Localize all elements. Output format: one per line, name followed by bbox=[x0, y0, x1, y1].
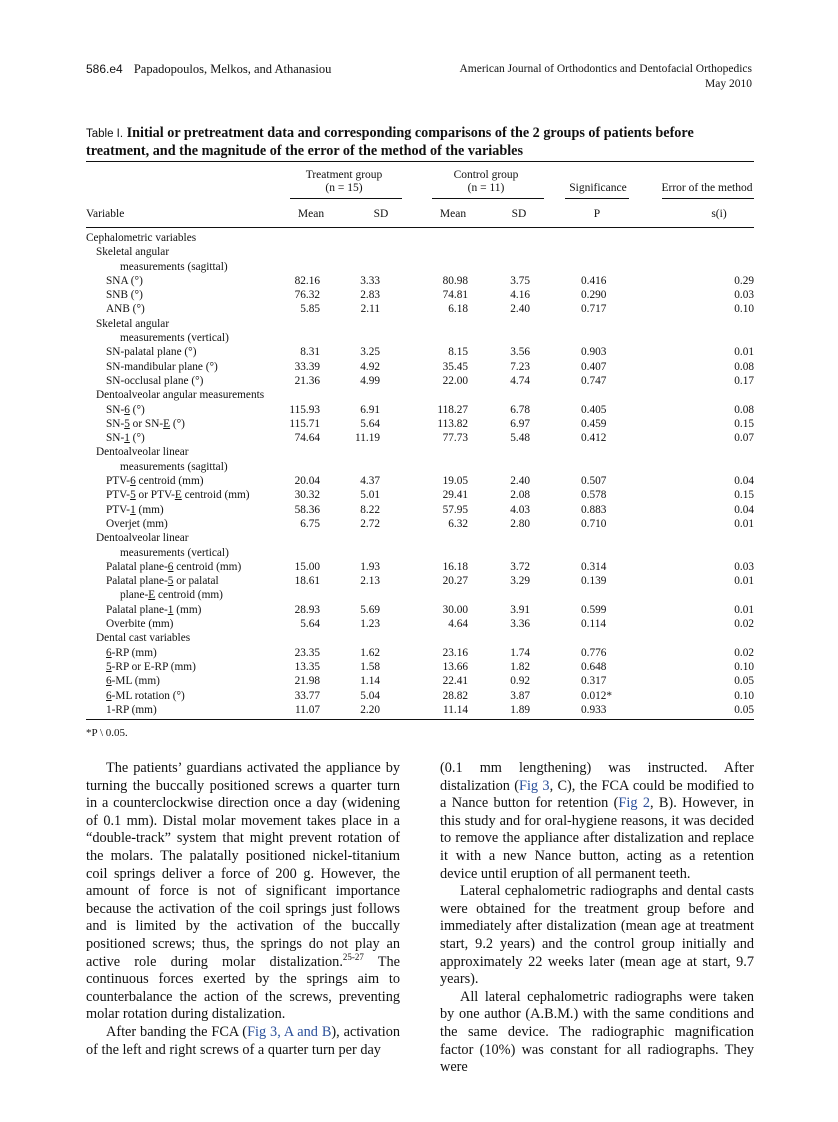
p-value-cell: 0.290 bbox=[581, 289, 607, 302]
row-label: Dentoalveolar angular measurements bbox=[96, 389, 265, 402]
paragraph: After banding the FCA (Fig 3, A and B), activation of the left and right screws of a quarter turn per day bbox=[86, 1023, 400, 1058]
control-mean-cell: 19.05 bbox=[442, 475, 468, 488]
p-value-cell: 0.648 bbox=[581, 660, 607, 673]
error-si-cell: 0.15 bbox=[734, 489, 754, 502]
control-mean-cell: 22.41 bbox=[442, 675, 468, 688]
treatment-mean-cell: 115.71 bbox=[289, 417, 320, 430]
body-column-left bbox=[86, 760, 400, 1059]
error-si-cell: 0.01 bbox=[734, 575, 754, 588]
table-row bbox=[86, 517, 754, 531]
p-value-cell: 0.776 bbox=[581, 646, 607, 659]
row-label: PTV-6 centroid (mm) bbox=[106, 475, 204, 488]
control-sd-cell: 2.80 bbox=[510, 517, 530, 530]
row-label: 6-ML (mm) bbox=[106, 675, 160, 688]
table-row bbox=[86, 388, 754, 402]
page-number: 586.e4 bbox=[86, 62, 123, 76]
p-header: P bbox=[593, 208, 601, 220]
row-label: measurements (sagittal) bbox=[120, 460, 228, 473]
control-sd-cell: 4.16 bbox=[510, 289, 530, 302]
row-label: Overjet (mm) bbox=[106, 517, 168, 530]
treatment-mean-cell: 21.36 bbox=[294, 374, 320, 387]
row-label: 1-RP (mm) bbox=[106, 703, 157, 716]
control-group-header: Control group (n = 11) bbox=[453, 169, 519, 194]
table-row bbox=[86, 617, 754, 631]
error-si-cell: 0.08 bbox=[734, 403, 754, 416]
paragraph: All lateral cephalometric radiographs were taken by one author (A.B.M.) with the same conditions and the same device. The radiographic magnification factor (10%) was constant for all radiographs. They were bbox=[440, 988, 754, 1076]
row-label: SNA (°) bbox=[106, 274, 143, 287]
control-mean-cell: 57.95 bbox=[442, 503, 468, 516]
table-row bbox=[86, 431, 754, 445]
treatment-sd-cell: 4.92 bbox=[360, 360, 380, 373]
p-value-cell: 0.507 bbox=[581, 475, 607, 488]
table-top-rule bbox=[86, 161, 754, 162]
table-row bbox=[86, 660, 754, 674]
treatment-sd-cell: 3.33 bbox=[360, 274, 380, 287]
control-sd-cell: 1.74 bbox=[510, 646, 530, 659]
treatment-sd-cell: 2.20 bbox=[360, 703, 380, 716]
treatment-sd-cell: 5.64 bbox=[360, 417, 380, 430]
error-si-cell: 0.01 bbox=[734, 603, 754, 616]
p-value-cell: 0.459 bbox=[581, 417, 607, 430]
table-caption bbox=[86, 125, 754, 160]
table-row bbox=[86, 674, 754, 688]
table-row bbox=[86, 531, 754, 545]
p-value-cell: 0.903 bbox=[581, 346, 607, 359]
control-mean-cell: 113.82 bbox=[437, 417, 468, 430]
row-label: SN-6 (°) bbox=[106, 403, 145, 416]
treatment-mean-cell: 5.85 bbox=[300, 303, 320, 316]
row-label: Dental cast variables bbox=[96, 632, 191, 645]
row-label: SN-occlusal plane (°) bbox=[106, 374, 204, 387]
error-rule bbox=[662, 198, 754, 199]
error-si-cell: 0.02 bbox=[734, 646, 754, 659]
treatment-mean-cell: 33.77 bbox=[294, 689, 320, 702]
p-value-cell: 0.407 bbox=[581, 360, 607, 373]
control-mean-cell: 11.14 bbox=[443, 703, 468, 716]
control-sd-cell: 4.74 bbox=[510, 374, 530, 387]
treatment-sd-cell: 4.99 bbox=[360, 374, 380, 387]
table-label: Table I. bbox=[86, 128, 124, 140]
treatment-sd-cell: 1.23 bbox=[360, 618, 380, 631]
p-value-cell: 0.317 bbox=[581, 675, 607, 688]
citation[interactable]: 25-27 bbox=[342, 951, 364, 962]
treatment-sd-cell: 1.58 bbox=[360, 660, 380, 673]
table-header-rule bbox=[86, 227, 754, 228]
control-sd-cell: 0.92 bbox=[510, 675, 530, 688]
p-value-cell: 0.405 bbox=[581, 403, 607, 416]
control-sd-cell: 1.82 bbox=[510, 660, 530, 673]
error-si-cell: 0.01 bbox=[734, 517, 754, 530]
treatment-group-header: Treatment group (n = 15) bbox=[305, 169, 383, 194]
error-si-cell: 0.04 bbox=[734, 503, 754, 516]
control-mean-cell: 16.18 bbox=[442, 560, 468, 573]
p-value-cell: 0.710 bbox=[581, 517, 607, 530]
treatment-mean-cell: 20.04 bbox=[294, 475, 320, 488]
table-row bbox=[86, 474, 754, 488]
control-sd-cell: 1.89 bbox=[510, 703, 530, 716]
control-sd-cell: 5.48 bbox=[510, 432, 530, 445]
table-row bbox=[86, 245, 754, 259]
treatment-mean-cell: 23.35 bbox=[294, 646, 320, 659]
treatment-mean-cell: 30.32 bbox=[294, 489, 320, 502]
row-label: SN-5 or SN-E (°) bbox=[106, 417, 185, 430]
table-row bbox=[86, 331, 754, 345]
table-row bbox=[86, 231, 754, 245]
p-value-cell: 0.412 bbox=[581, 432, 607, 445]
treatment-sd-cell: 1.93 bbox=[360, 560, 380, 573]
row-label: Palatal plane-6 centroid (mm) bbox=[106, 560, 242, 573]
treatment-rule bbox=[290, 198, 402, 199]
error-si-cell: 0.04 bbox=[734, 475, 754, 488]
row-label: measurements (vertical) bbox=[120, 546, 229, 559]
control-sd-cell: 3.29 bbox=[510, 575, 530, 588]
control-mean-cell: 29.41 bbox=[442, 489, 468, 502]
error-si-cell: 0.29 bbox=[734, 274, 754, 287]
control-mean-cell: 35.45 bbox=[442, 360, 468, 373]
error-si-cell: 0.02 bbox=[734, 618, 754, 631]
p-value-cell: 0.883 bbox=[581, 503, 607, 516]
body-column-right bbox=[440, 760, 754, 1077]
p-value-cell: 0.933 bbox=[581, 703, 607, 716]
figure-link[interactable]: Fig 3 bbox=[519, 777, 550, 794]
error-si-cell: 0.01 bbox=[734, 346, 754, 359]
control-rule bbox=[432, 198, 544, 199]
treatment-sd-cell: 6.91 bbox=[360, 403, 380, 416]
table-row bbox=[86, 588, 754, 602]
table-body bbox=[86, 231, 754, 717]
treatment-sd-cell: 5.04 bbox=[360, 689, 380, 702]
row-label: PTV-1 (mm) bbox=[106, 503, 164, 516]
table-row bbox=[86, 288, 754, 302]
table-row bbox=[86, 689, 754, 703]
error-si-cell: 0.15 bbox=[734, 417, 754, 430]
table-row bbox=[86, 546, 754, 560]
p-value-cell: 0.139 bbox=[581, 575, 607, 588]
treatment-sd-cell: 11.19 bbox=[355, 432, 380, 445]
control-mean-cell: 6.32 bbox=[448, 517, 468, 530]
issue-date: May 2010 bbox=[705, 78, 752, 90]
treatment-mean-cell: 13.35 bbox=[294, 660, 320, 673]
table-row bbox=[86, 374, 754, 388]
treatment-sd-cell: 8.22 bbox=[360, 503, 380, 516]
control-sd-cell: 3.75 bbox=[510, 274, 530, 287]
control-mean-cell: 74.81 bbox=[442, 289, 468, 302]
treatment-sd-cell: 5.69 bbox=[360, 603, 380, 616]
table-row bbox=[86, 488, 754, 502]
control-sd-cell: 3.56 bbox=[510, 346, 530, 359]
row-label: ANB (°) bbox=[106, 303, 145, 316]
running-header-left bbox=[86, 62, 331, 77]
control-mean-cell: 77.73 bbox=[442, 432, 468, 445]
error-si-cell: 0.10 bbox=[734, 660, 754, 673]
treatment-sd-cell: 2.72 bbox=[360, 517, 380, 530]
row-label: Skeletal angular bbox=[96, 246, 170, 259]
row-label: SN-1 (°) bbox=[106, 432, 145, 445]
table-footnote: *P \ 0.05. bbox=[86, 727, 128, 739]
table-row bbox=[86, 603, 754, 617]
error-si-cell: 0.10 bbox=[734, 689, 754, 702]
control-mean-header: Mean bbox=[439, 208, 467, 220]
control-sd-cell: 2.40 bbox=[510, 303, 530, 316]
p-value-cell: 0.314 bbox=[581, 560, 607, 573]
control-sd-cell: 3.87 bbox=[510, 689, 530, 702]
row-label: Palatal plane-5 or palatal bbox=[106, 575, 219, 588]
control-sd-header: SD bbox=[511, 208, 527, 220]
p-value-cell: 0.416 bbox=[581, 274, 607, 287]
table-title: Initial or pretreatment data and corresponding comparisons of the 2 groups of patients before treatment, and the magnitude of the error of the method of the variables bbox=[86, 125, 694, 159]
error-si-cell: 0.10 bbox=[734, 303, 754, 316]
treatment-sd-cell: 1.62 bbox=[360, 646, 380, 659]
table-row bbox=[86, 560, 754, 574]
treatment-mean-cell: 115.93 bbox=[289, 403, 320, 416]
row-label: plane-E centroid (mm) bbox=[120, 589, 223, 602]
p-value-cell: 0.578 bbox=[581, 489, 607, 502]
control-sd-cell: 4.03 bbox=[510, 503, 530, 516]
table-row bbox=[86, 403, 754, 417]
p-value-cell: 0.747 bbox=[581, 374, 607, 387]
control-sd-cell: 3.36 bbox=[510, 618, 530, 631]
treatment-sd-cell: 2.13 bbox=[360, 575, 380, 588]
treatment-mean-cell: 8.31 bbox=[300, 346, 320, 359]
row-label: measurements (vertical) bbox=[120, 332, 229, 345]
treatment-sd-cell: 2.83 bbox=[360, 289, 380, 302]
table-row bbox=[86, 360, 754, 374]
p-value-cell: 0.717 bbox=[581, 303, 607, 316]
paragraph: Lateral cephalometric radiographs and dental casts were obtained for the treatment group before and immediately after distalization (mean age at treatment start, 9.2 years) and the control group initially and approximately 22 weeks later (mean age at start, 9.7 years). bbox=[440, 883, 754, 988]
row-label: Palatal plane-1 (mm) bbox=[106, 603, 202, 616]
table-row bbox=[86, 445, 754, 459]
control-sd-cell: 3.72 bbox=[510, 560, 530, 573]
table-row bbox=[86, 274, 754, 288]
treatment-sd-cell: 2.11 bbox=[360, 303, 380, 316]
table-bottom-rule bbox=[86, 719, 754, 720]
table-row bbox=[86, 345, 754, 359]
treatment-mean-cell: 5.64 bbox=[300, 618, 320, 631]
treatment-mean-cell: 76.32 bbox=[294, 289, 320, 302]
control-sd-cell: 2.08 bbox=[510, 489, 530, 502]
control-mean-cell: 28.82 bbox=[442, 689, 468, 702]
p-value-cell: 0.114 bbox=[581, 618, 606, 631]
row-label: Skeletal angular bbox=[96, 317, 170, 330]
significance-rule bbox=[565, 198, 629, 199]
control-mean-cell: 23.16 bbox=[442, 646, 468, 659]
treatment-sd-cell: 4.37 bbox=[360, 475, 380, 488]
row-label: SN-mandibular plane (°) bbox=[106, 360, 218, 373]
control-sd-cell: 2.40 bbox=[510, 475, 530, 488]
control-mean-cell: 6.18 bbox=[448, 303, 468, 316]
error-si-cell: 0.05 bbox=[734, 675, 754, 688]
treatment-sd-cell: 5.01 bbox=[360, 489, 380, 502]
paragraph: The patients’ guardians activated the appliance by turning the buccally positioned screws a quarter turn in a counterclockwise direction once a day (widening of 0.1 mm). Distal molar movement takes place in a “double-track” system that might prevent rotation of the molars. The palatally positioned nickel-titanium coil springs deliver a force of 200 g. However, the amount of force is not of significant importance because the activation of the coil springs just follows and is limited by the activation of the buccally positioned screws; thus, the springs do not play an active role during molar distalization.$^{25-27}$ The continuous forces exerted by the springs aim to counterbalance the action of the screws, preventing molar rotation during distalization. bbox=[86, 760, 400, 1023]
treatment-sd-cell: 1.14 bbox=[360, 675, 380, 688]
row-label: Dentoalveolar linear bbox=[96, 446, 189, 459]
table-row bbox=[86, 631, 754, 645]
figure-link[interactable]: Fig 2 bbox=[618, 795, 650, 812]
treatment-mean-cell: 33.39 bbox=[294, 360, 320, 373]
treatment-mean-cell: 18.61 bbox=[294, 575, 320, 588]
row-label: Cephalometric variables bbox=[86, 232, 197, 244]
treatment-mean-cell: 74.64 bbox=[294, 432, 320, 445]
variable-header: Variable bbox=[86, 208, 125, 220]
error-si-cell: 0.07 bbox=[734, 432, 754, 445]
table-row bbox=[86, 317, 754, 331]
control-mean-cell: 8.15 bbox=[448, 346, 468, 359]
row-label: Overbite (mm) bbox=[106, 618, 174, 631]
row-label: SN-palatal plane (°) bbox=[106, 346, 197, 359]
treatment-sd-cell: 3.25 bbox=[360, 346, 380, 359]
error-si-cell: 0.03 bbox=[734, 289, 754, 302]
treatment-mean-cell: 15.00 bbox=[294, 560, 320, 573]
error-si-cell: 0.08 bbox=[734, 360, 754, 373]
table-row bbox=[86, 503, 754, 517]
treatment-mean-cell: 6.75 bbox=[300, 517, 320, 530]
treatment-mean-cell: 28.93 bbox=[294, 603, 320, 616]
control-mean-cell: 80.98 bbox=[442, 274, 468, 287]
table-row bbox=[86, 302, 754, 316]
row-label: 6-RP (mm) bbox=[106, 646, 157, 659]
control-sd-cell: 7.23 bbox=[510, 360, 530, 373]
control-mean-cell: 20.27 bbox=[442, 575, 468, 588]
control-mean-cell: 4.64 bbox=[448, 618, 468, 631]
control-mean-cell: 22.00 bbox=[442, 374, 468, 387]
treatment-mean-cell: 21.98 bbox=[294, 675, 320, 688]
treatment-mean-cell: 82.16 bbox=[294, 274, 320, 287]
treatment-mean-cell: 58.36 bbox=[294, 503, 320, 516]
control-sd-cell: 6.97 bbox=[510, 417, 530, 430]
control-mean-cell: 118.27 bbox=[437, 403, 468, 416]
treatment-mean-cell: 11.07 bbox=[295, 703, 320, 716]
authors: Papadopoulos, Melkos, and Athanasiou bbox=[133, 62, 332, 76]
row-label: measurements (sagittal) bbox=[120, 260, 228, 273]
paragraph: (0.1 mm lengthening) was instructed. After distalization (Fig 3, C), the FCA could be modified to a Nance button for retention (Fig 2, B). However, in this study and for oral-hygiene reasons, it was decided to remove the appliance after distalization and replace it with a new Nance button, acting as a retention device until eruption of all permanent teeth. bbox=[440, 760, 754, 882]
treatment-sd-header: SD bbox=[373, 208, 389, 220]
row-label: Dentoalveolar linear bbox=[96, 532, 189, 545]
journal-name: American Journal of Orthodontics and Dentofacial Orthopedics bbox=[459, 63, 752, 75]
row-label: PTV-5 or PTV-E centroid (mm) bbox=[106, 489, 250, 502]
table-row bbox=[86, 703, 754, 717]
control-mean-cell: 30.00 bbox=[442, 603, 468, 616]
table-row bbox=[86, 417, 754, 431]
row-label: 6-ML rotation (°) bbox=[106, 689, 185, 702]
error-si-cell: 0.03 bbox=[734, 560, 754, 573]
error-method-header: Error of the method bbox=[661, 182, 753, 194]
table-row bbox=[86, 260, 754, 274]
control-mean-cell: 13.66 bbox=[442, 660, 468, 673]
error-si-cell: 0.05 bbox=[734, 703, 754, 716]
si-header: s(i) bbox=[711, 208, 727, 220]
table-row bbox=[86, 574, 754, 588]
row-label: SNB (°) bbox=[106, 289, 143, 302]
row-label: 5-RP or E-RP (mm) bbox=[106, 660, 196, 673]
control-sd-cell: 6.78 bbox=[510, 403, 530, 416]
treatment-mean-header: Mean bbox=[297, 208, 325, 220]
control-sd-cell: 3.91 bbox=[510, 603, 530, 616]
running-header-right bbox=[459, 62, 752, 92]
error-si-cell: 0.17 bbox=[734, 374, 754, 387]
table-row bbox=[86, 460, 754, 474]
p-value-cell: 0.012* bbox=[581, 689, 613, 702]
figure-link[interactable]: Fig 3, A and B bbox=[247, 1023, 332, 1040]
significance-header: Significance bbox=[569, 182, 627, 194]
table-row bbox=[86, 646, 754, 660]
p-value-cell: 0.599 bbox=[581, 603, 607, 616]
